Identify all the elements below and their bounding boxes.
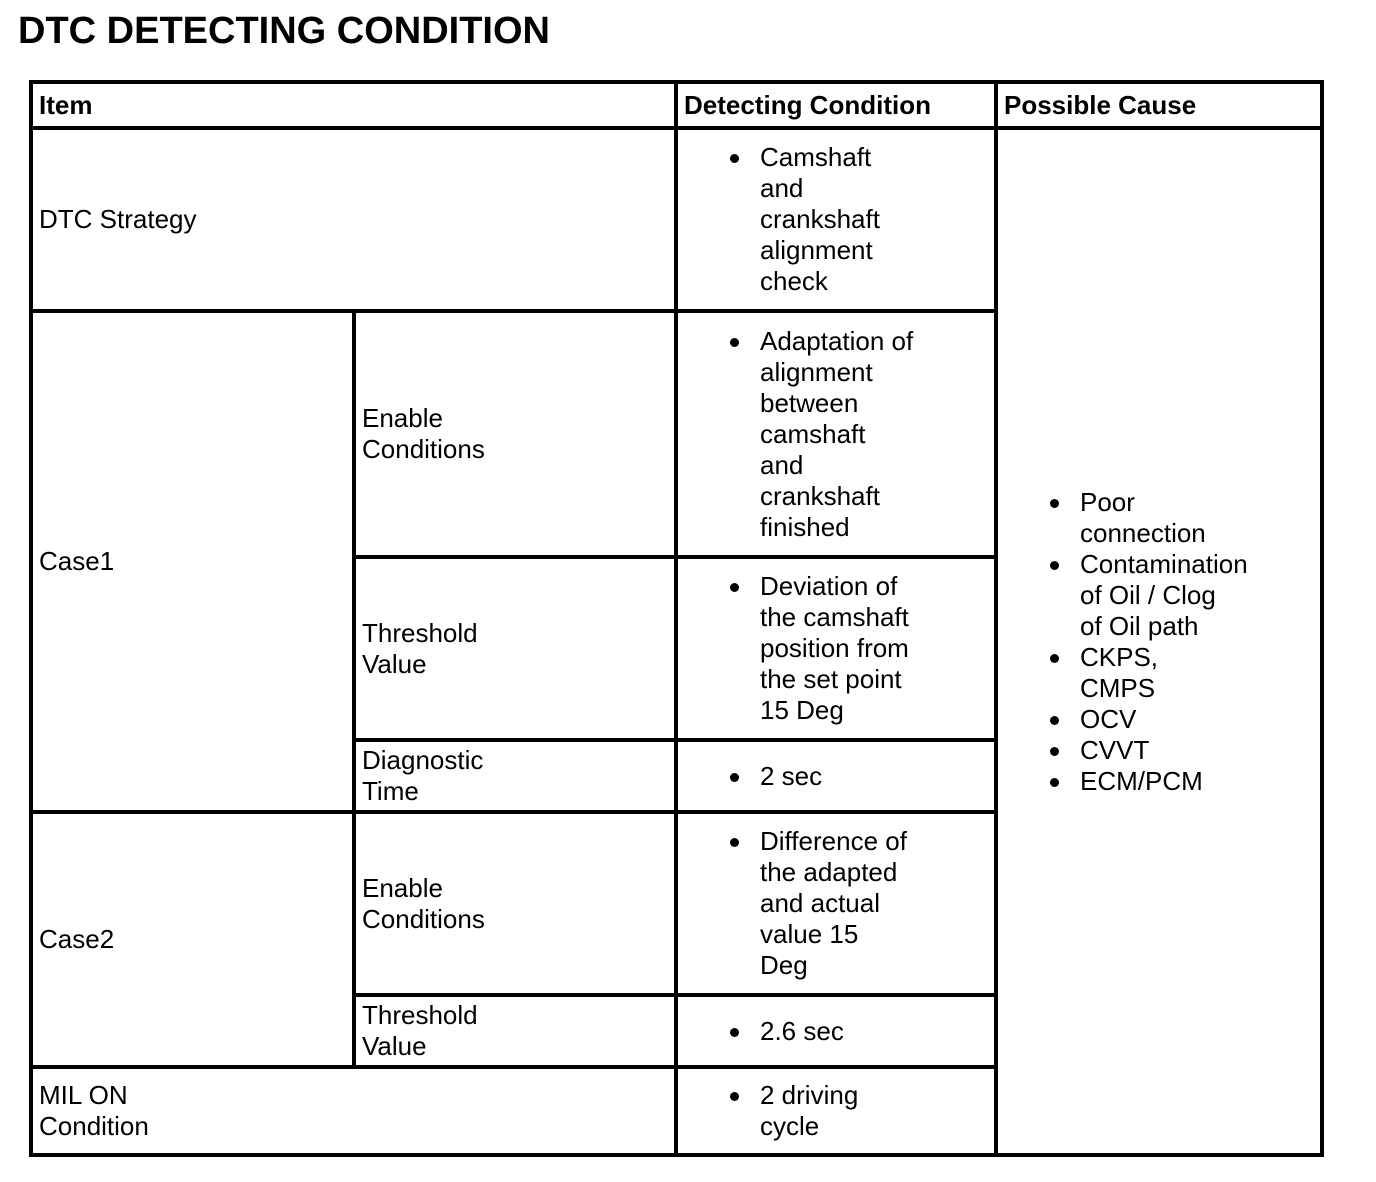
case1-threshold-condition: Deviation of the camshaft position from the set point 15 Deg — [724, 571, 988, 726]
mil-on-label: MIL ON Condition — [31, 1067, 676, 1155]
case1-diagnostic-label: Diagnostic Time — [354, 740, 676, 812]
dtc-strategy-label: DTC Strategy — [31, 128, 676, 311]
case2-threshold-label: Threshold Value — [354, 995, 676, 1067]
possible-cause-item: OCV — [1044, 704, 1314, 735]
case2-enable-label: Enable Conditions — [354, 812, 676, 995]
page-title: DTC DETECTING CONDITION — [18, 10, 550, 52]
case1-enable-label: Enable Conditions — [354, 311, 676, 557]
case2-label: Case2 — [31, 812, 354, 1067]
possible-cause-item: Poor connection — [1044, 487, 1314, 549]
case1-diagnostic-condition-cell — [676, 740, 996, 812]
case1-enable-condition: Adaptation of alignment between camshaft and crankshaft finished — [724, 326, 988, 543]
mil-on-condition-cell — [676, 1067, 996, 1155]
possible-cause-item: CKPS, CMPS — [1044, 642, 1314, 704]
mil-on-condition: 2 driving cycle — [724, 1080, 988, 1142]
case2-threshold-condition-cell — [676, 995, 996, 1067]
table-header-row — [31, 82, 1322, 128]
case2-enable-condition: Difference of the adapted and actual value 15 Deg — [724, 826, 988, 981]
case1-label: Case1 — [31, 311, 354, 812]
header-detecting-condition: Detecting Condition — [676, 82, 996, 128]
possible-cause-item: CVVT — [1044, 735, 1314, 766]
dtc-strategy-condition: Camshaft and crankshaft alignment check — [724, 142, 988, 297]
possible-cause-cell — [996, 128, 1322, 1155]
case2-threshold-condition: 2.6 sec — [724, 1016, 988, 1047]
header-item: Item — [31, 82, 676, 128]
possible-cause-item: Contamination of Oil / Clog of Oil path — [1044, 549, 1314, 642]
header-possible-cause: Possible Cause — [996, 82, 1322, 128]
table-row-dtc-strategy — [31, 128, 1322, 311]
case2-enable-condition-cell — [676, 812, 996, 995]
case1-threshold-label: Threshold Value — [354, 557, 676, 740]
possible-cause-item: ECM/PCM — [1044, 766, 1314, 797]
possible-cause-list — [1004, 487, 1314, 797]
dtc-strategy-condition-cell — [676, 128, 996, 311]
case1-enable-condition-cell — [676, 311, 996, 557]
case1-diagnostic-condition: 2 sec — [724, 761, 988, 792]
case1-threshold-condition-cell — [676, 557, 996, 740]
dtc-condition-table — [29, 80, 1324, 1157]
